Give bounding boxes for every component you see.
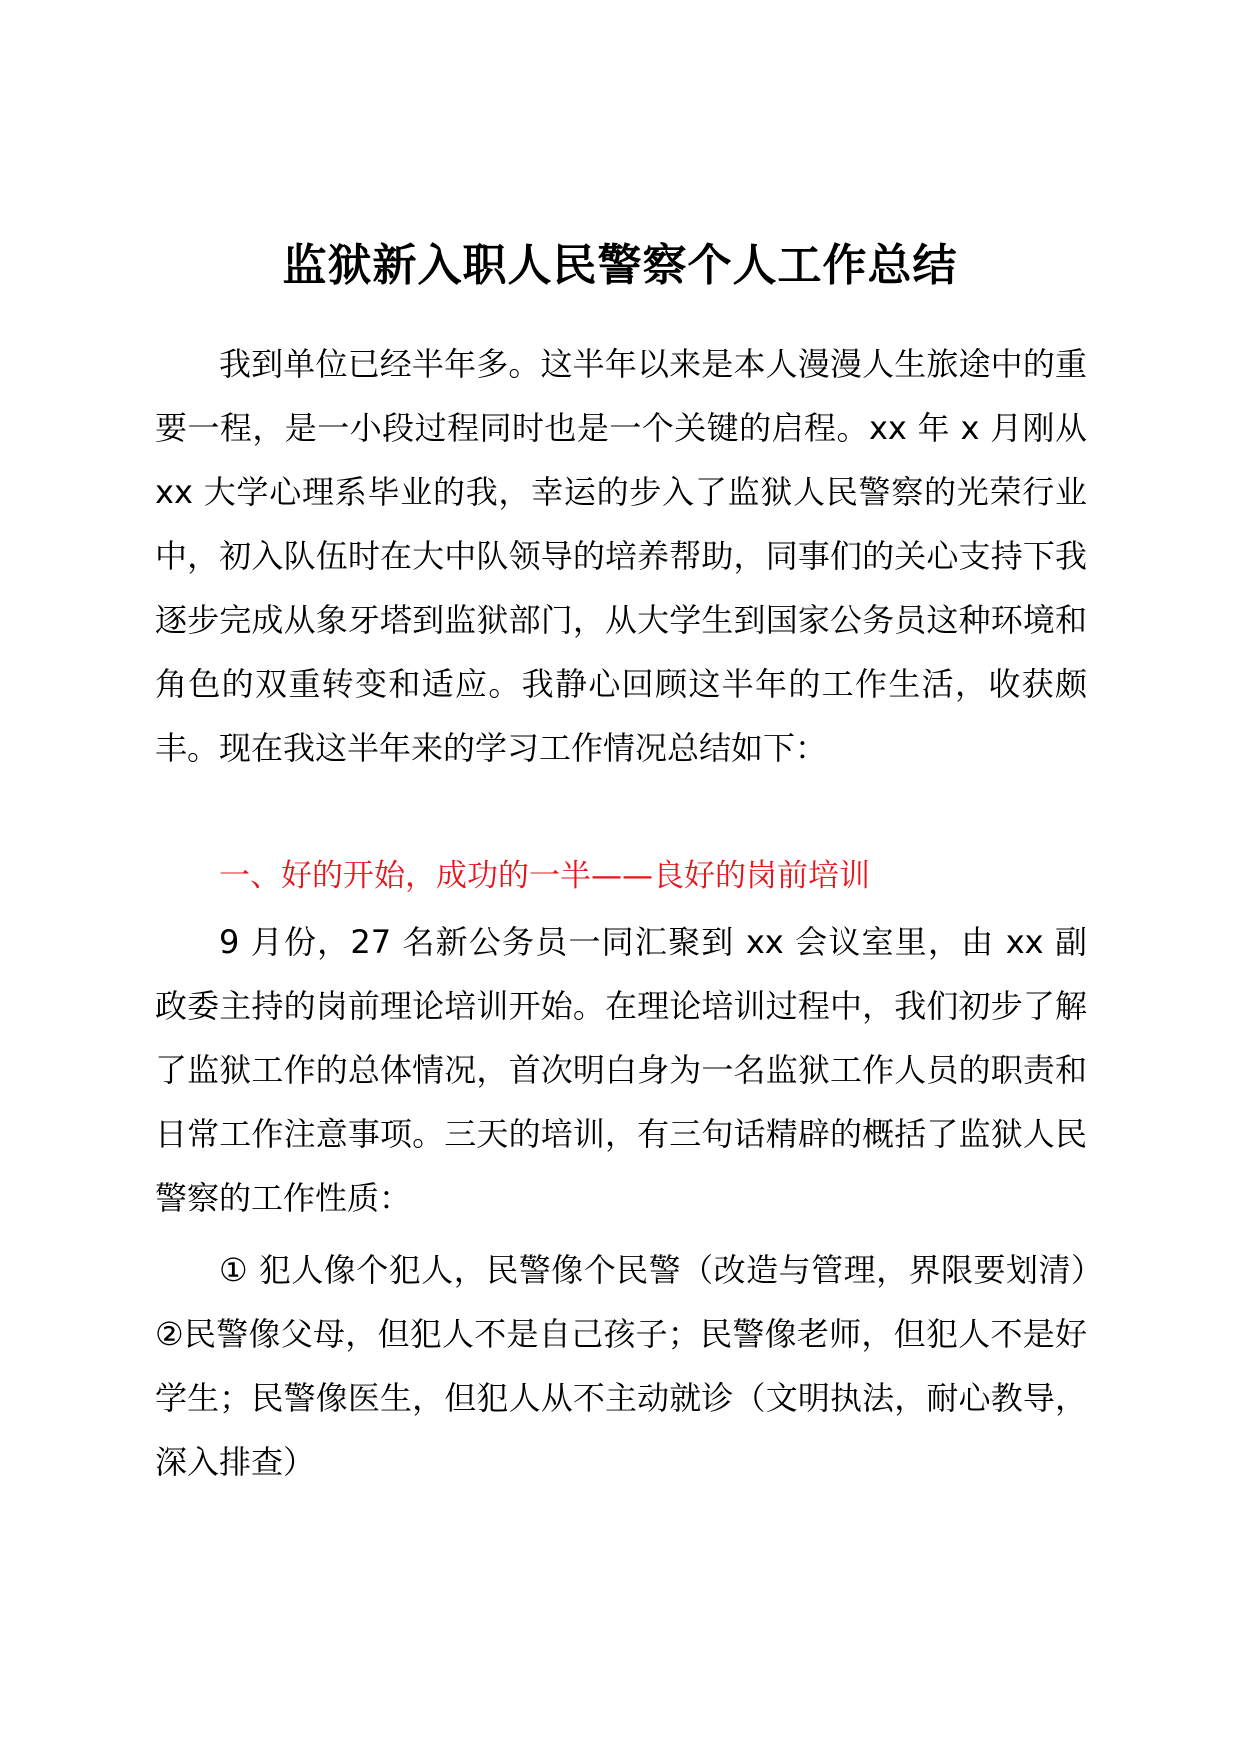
- section-heading: 一、好的开始，成功的一半——良好的岗前培训: [219, 858, 870, 894]
- training-paragraph: 9 月份，27 名新公务员一同汇聚到 xx 会议室里，由 xx 副政委主持的岗前理论培训开始。在理论培训过程中，我们初步了解了监狱工作的总体情况，首次明白身为一名监狱工作人员的职责和日常工作注意事项。三天的培训，有三句话精辟的概括了监狱人民警察的工作性质：: [155, 923, 1087, 1217]
- document-title: 监狱新入职人民警察个人工作总结: [282, 240, 958, 291]
- intro-paragraph: 我到单位已经半年多。这半年以来是本人漫漫人生旅途中的重要一程，是一小段过程同时也是一个关键的启程。xx 年 x 月刚从 xx 大学心理系毕业的我，幸运的步入了监狱人民警察的光荣行业中，初入队伍时在大中队领导的培养帮助，同事们的关心支持下我逐步完成从象牙塔到监狱部门，从大学生到国家公务员这种环境和角色的双重转变和适应。我静心回顾这半年的工作生活，收获颇丰。现在我这半年来的学习工作情况总结如下：: [155, 345, 1087, 767]
- principles-paragraph: ① 犯人像个犯人，民警像个民警（改造与管理，界限要划清）②民警像父母，但犯人不是自己孩子；民警像老师，但犯人不是好学生；民警像医生，但犯人从不主动就诊（文明执法，耐心教导，深入排查）: [155, 1251, 1087, 1481]
